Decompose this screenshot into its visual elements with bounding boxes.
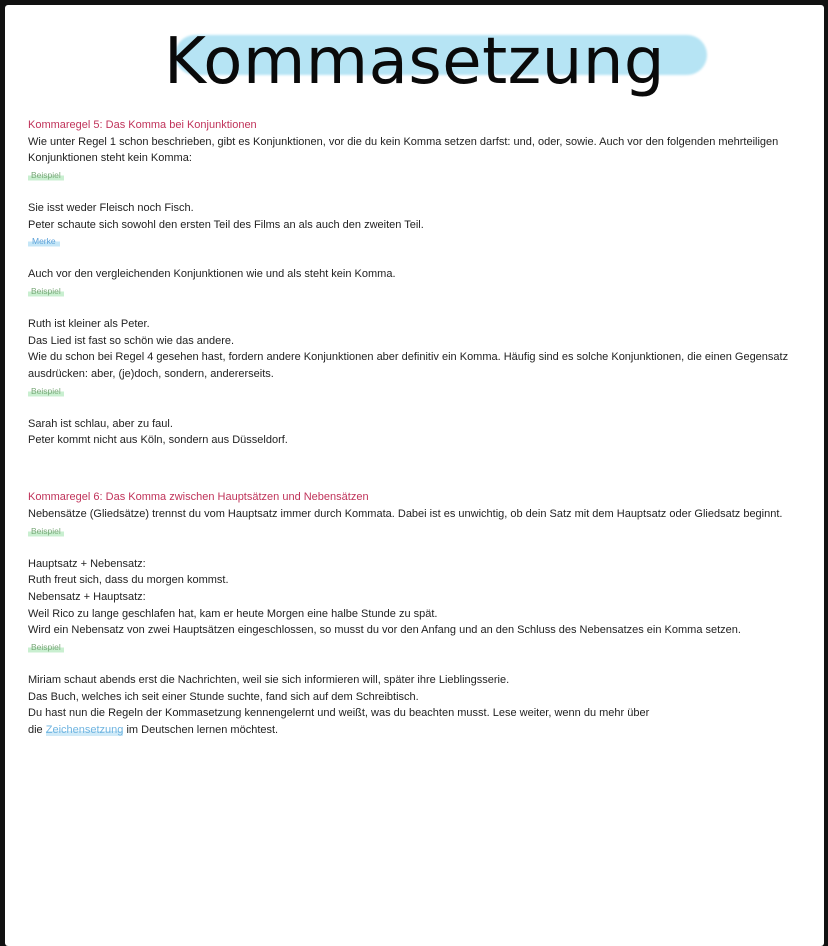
example-text: Peter kommt nicht aus Köln, sondern aus Düsseldorf. xyxy=(28,434,288,447)
body-text: Wie du schon bei Regel 4 gesehen hast, fordern andere Konjunktionen aber definitiv ein Komma. Häufig sind es solche Konjunktionen, die einen Gegensatz ausdrücken: aber, (je)doch, sondern, andererseits. xyxy=(28,351,789,380)
merke-label: Merke xyxy=(28,234,60,248)
example-text: Hauptsatz + Nebensatz: xyxy=(28,557,146,570)
section-5-intro: Wie unter Regel 1 schon beschrieben, gibt es Konjunktionen, vor die du kein Komma setzen darfst: und, oder, sowie. Auch vor den folgenden mehrteiligen Konjunktionen steht kein Komma: xyxy=(28,135,779,165)
beispiel-label: Beispiel xyxy=(28,640,64,654)
beispiel-label: Beispiel xyxy=(28,284,64,298)
example-text: Das Lied ist fast so schön wie das andere. xyxy=(28,334,235,347)
beispiel-label: Beispiel xyxy=(28,168,64,182)
example-text: Sie isst weder Fleisch noch Fisch. xyxy=(28,201,194,214)
document-content xyxy=(28,117,798,738)
section-5-heading: Kommaregel 5: Das Komma bei Konjunktionen xyxy=(28,119,257,131)
example-text: Miriam schaut abends erst die Nachrichten, weil sie sich informieren will, später ihre Lieblingsserie. xyxy=(28,674,510,686)
example-text: Ruth freut sich, dass du morgen kommst. xyxy=(28,574,229,587)
document-page xyxy=(5,5,824,946)
title-container xyxy=(5,23,824,101)
example-text: Ruth ist kleiner als Peter. xyxy=(28,318,150,331)
body-text: Wird ein Nebensatz von zwei Hauptsätzen eingeschlossen, so musst du vor den Anfang und an den Schluss des Nebensatzes ein Komma setzen. xyxy=(28,624,741,637)
section-6-heading: Kommaregel 6: Das Komma zwischen Hauptsätzen und Nebensätzen xyxy=(28,491,369,504)
example-text: Nebensatz + Hauptsatz: xyxy=(28,591,146,604)
outro-text-line-2 xyxy=(28,722,798,739)
beispiel-label: Beispiel xyxy=(28,384,64,398)
beispiel-label: Beispiel xyxy=(28,524,64,538)
outro-suffix: im Deutschen lernen möchtest. xyxy=(126,723,279,736)
example-text: Peter schaute sich sowohl den ersten Teil des Films an als auch den zweiten Teil. xyxy=(28,218,424,231)
page-title: Kommasetzung xyxy=(164,25,665,99)
example-text: Sarah ist schlau, aber zu faul. xyxy=(28,417,173,430)
example-text: Das Buch, welches ich seit einer Stunde suchte, fand sich auf dem Schreibtisch. xyxy=(28,690,419,703)
zeichensetzung-link[interactable]: Zeichensetzung xyxy=(45,723,124,736)
section-6-intro: Nebensätze (Gliedsätze) trennst du vom Hauptsatz immer durch Kommata. Dabei ist es unwichtig, ob dein Satz mit dem Hauptsatz oder Gliedsatz beginnt. xyxy=(28,508,783,521)
outro-prefix: die xyxy=(28,723,43,736)
example-text: Weil Rico zu lange geschlafen hat, kam er heute Morgen eine halbe Stunde zu spät. xyxy=(28,607,438,620)
merke-text: Auch vor den vergleichenden Konjunktionen wie und als steht kein Komma. xyxy=(28,268,396,281)
outro-text: Du hast nun die Regeln der Kommasetzung kennengelernt und weißt, was du beachten musst. Lese weiter, wenn du mehr über xyxy=(28,707,650,720)
